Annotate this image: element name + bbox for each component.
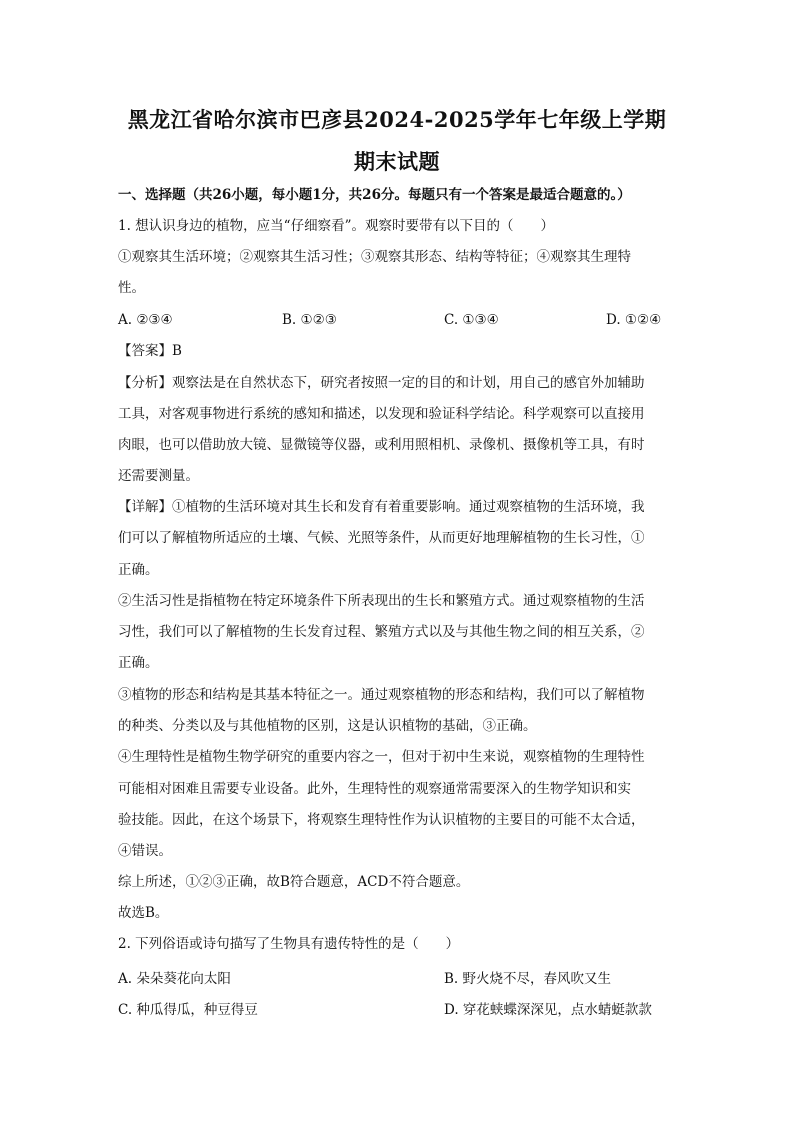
q2-option-d: D. 穿花蛱蝶深深见，点水蜻蜓款款 xyxy=(444,1002,652,1018)
q1-detail-line: ③植物的形态和结构是其基本特征之一。通过观察植物的形态和结构，我们可以了解植物 xyxy=(118,687,645,703)
q2-option-c: C. 种瓜得瓜，种豆得豆 xyxy=(118,1002,258,1018)
q1-stem: 1. 想认识身边的植物，应当“仔细察看”。观察时要带有以下目的（ ） xyxy=(118,218,554,234)
q1-option-b: B. ①②③ xyxy=(282,312,337,328)
q1-analysis-line: 还需要测量。 xyxy=(118,468,199,484)
q1-desc-line: 性。 xyxy=(118,280,145,296)
q1-detail-line: ②生活习性是指植物在特定环境条件下所表现出的生长和繁殖方式。通过观察植物的生活 xyxy=(118,593,645,609)
q1-option-c: C. ①③④ xyxy=(444,312,499,328)
q1-option-d: D. ①②④ xyxy=(606,312,662,328)
q1-detail-line: 验技能。因此，在这个场景下，将观察生理特性作为认识植物的主要目的可能不太合适， xyxy=(118,812,645,828)
q1-detail-line: ④生理特性是植物生物学研究的重要内容之一，但对于初中生来说，观察植物的生理特性 xyxy=(118,749,645,765)
q1-detail-line: 习性，我们可以了解植物的生长发育过程、繁殖方式以及与其他生物之间的相互关系，② xyxy=(118,624,645,640)
q1-desc-line: ①观察其生活环境；②观察其生活习性；③观察其形态、结构等特征；④观察其生理特 xyxy=(118,249,631,265)
q1-detail-line: 【详解】①植物的生活环境对其生长和发育有着重要影响。通过观察植物的生活环境，我 xyxy=(118,499,645,515)
q1-analysis-line: 【分析】观察法是在自然状态下，研究者按照一定的目的和计划，用自己的感官外加辅助 xyxy=(118,375,645,391)
q2-option-a: A. 朵朵葵花向太阳 xyxy=(118,971,231,987)
q1-analysis-line: 工具，对客观事物进行系统的感知和描述，以发现和验证科学结论。科学观察可以直接用 xyxy=(118,406,645,422)
q1-detail-line: ④错误。 xyxy=(118,843,172,859)
document-title: 黑龙江省哈尔滨市巴彦县2024-2025学年七年级上学期 xyxy=(127,107,667,132)
q2-option-b: B. 野火烧不尽，春风吹又生 xyxy=(444,971,612,987)
q1-analysis-line: 肉眼，也可以借助放大镜、显微镜等仪器，或利用照相机、录像机、摄像机等工具，有时 xyxy=(118,437,645,453)
q1-detail-line: 们可以了解植物所适应的土壤、气候、光照等条件，从而更好地理解植物的生长习性，① xyxy=(118,530,645,546)
q1-answer: 【答案】B xyxy=(118,343,182,359)
q1-detail-line: 正确。 xyxy=(118,562,159,578)
q2-stem: 2. 下列俗语或诗句描写了生物具有遗传特性的是（ ） xyxy=(118,936,460,952)
section-heading: 一、选择题（共26小题，每小题1分，共26分。每题只有一个答案是最适合题意的。） xyxy=(118,187,631,203)
q1-detail-line: 正确。 xyxy=(118,655,159,671)
document-subtitle: 期末试题 xyxy=(354,149,440,174)
q1-detail-line: 的种类、分类以及与其他植物的区别，这是认识植物的基础，③正确。 xyxy=(118,718,537,734)
q1-choice-line: 故选B。 xyxy=(118,905,169,921)
q1-summary-line: 综上所述，①②③正确，故B符合题意，ACD不符合题意。 xyxy=(118,874,470,890)
q1-option-a: A. ②③④ xyxy=(118,312,173,328)
q1-detail-line: 可能相对困难且需要专业设备。此外，生理特性的观察通常需要深入的生物学知识和实 xyxy=(118,781,631,797)
